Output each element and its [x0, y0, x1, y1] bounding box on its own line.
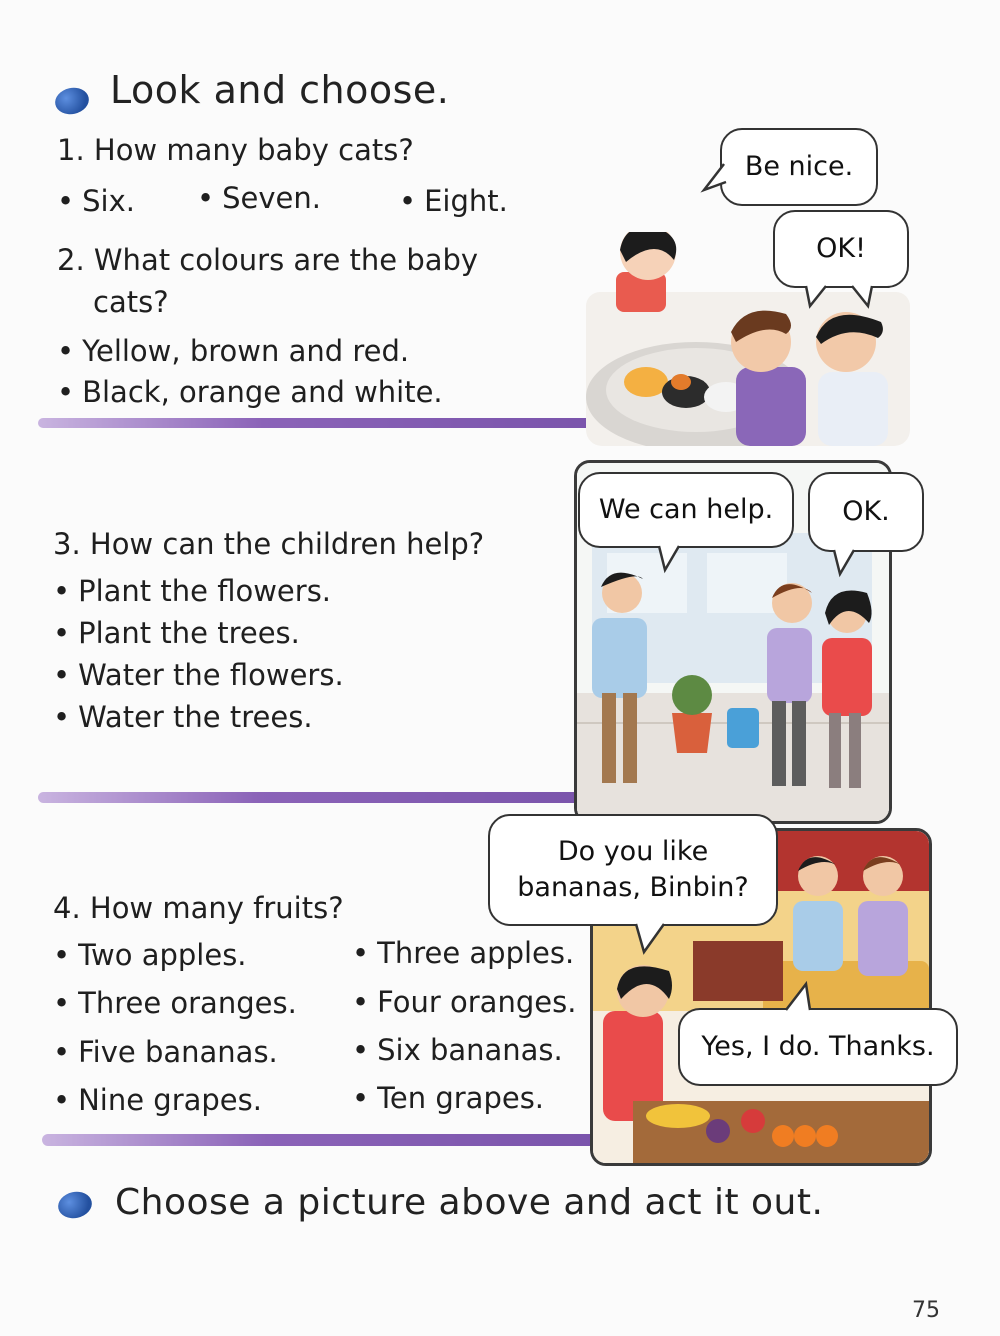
section-bullet-icon [56, 1189, 95, 1222]
q1-option-seven: • Seven. [197, 181, 321, 215]
divider-rule-2 [38, 792, 588, 803]
q4-option-five-bananas: • Five bananas. [53, 1035, 278, 1069]
speech-bubble-be-nice: Be nice. [720, 128, 878, 206]
q4-option-three-oranges: • Three oranges. [53, 986, 297, 1020]
q4-option-nine-grapes: • Nine grapes. [53, 1083, 262, 1117]
speech-bubble-yes-i-do: Yes, I do. Thanks. [678, 1008, 958, 1086]
speech-bubble-we-can-help: We can help. [578, 472, 794, 548]
q3-option-3: • Water the flowers. [53, 658, 344, 692]
speech-bubble-do-you-like-bananas [488, 814, 778, 926]
q4-option-six-bananas: • Six bananas. [352, 1033, 563, 1067]
q3-option-2: • Plant the trees. [53, 616, 300, 650]
question-1: 1. How many baby cats? [57, 133, 414, 167]
q2-option-2: • Black, orange and white. [57, 375, 443, 409]
q4-option-two-apples: • Two apples. [53, 938, 247, 972]
question-4: 4. How many fruits? [53, 891, 344, 925]
q4-option-ten-grapes: • Ten grapes. [352, 1081, 544, 1115]
q4-option-four-oranges: • Four oranges. [352, 985, 576, 1019]
section-bullet-icon [53, 85, 92, 118]
speech-bubble-ok: OK. [808, 472, 924, 552]
question-2-line-1: 2. What colours are the baby [57, 243, 479, 277]
question-2-line-2: cats? [93, 285, 169, 319]
q4-option-three-apples: • Three apples. [352, 936, 574, 970]
q2-option-1: • Yellow, brown and red. [57, 334, 409, 368]
question-3: 3. How can the children help? [53, 527, 485, 561]
bubble-line-2: bananas, Binbin? [517, 872, 749, 903]
speech-tail-yes-i-do [780, 980, 820, 1012]
speech-tail-do-you-like [630, 922, 670, 956]
section-heading-look-and-choose: Look and choose. [110, 68, 450, 112]
q1-option-eight: • Eight. [399, 184, 508, 218]
page-number: 75 [912, 1298, 940, 1323]
speech-tail-ok-exclaim [800, 284, 880, 310]
bubble-line-1: Do you like [557, 835, 709, 867]
divider-rule-3 [42, 1134, 602, 1146]
speech-tail-be-nice [700, 160, 730, 194]
q3-option-4: • Water the trees. [53, 700, 313, 734]
speech-tail-we-can-help [655, 544, 685, 574]
speech-tail-ok [830, 548, 860, 578]
q3-option-1: • Plant the flowers. [53, 574, 331, 608]
section-heading-act-it-out: Choose a picture above and act it out. [115, 1182, 824, 1223]
q1-option-six: • Six. [57, 184, 135, 218]
speech-bubble-ok-exclaim: OK! [773, 210, 909, 288]
divider-rule-1 [38, 418, 598, 428]
